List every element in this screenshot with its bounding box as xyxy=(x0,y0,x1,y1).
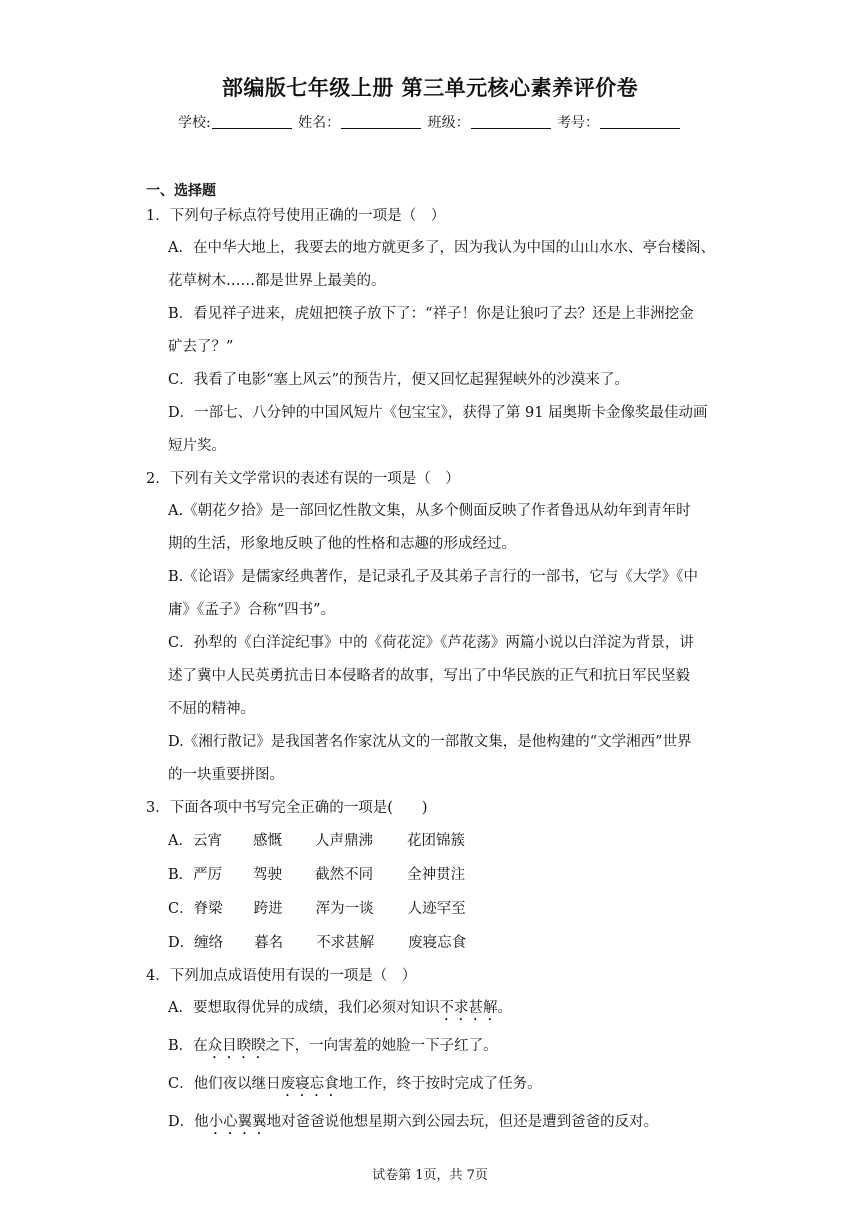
option-line: 期的生活，形象地反映了他的性格和志趣的形成经过。 xyxy=(168,536,516,552)
option-line: A.《朝花夕拾》是一部回忆性散文集，从多个侧面反映了作者鲁迅从幼年到青年时 xyxy=(168,503,691,519)
option-line: 的一块重要拼图。 xyxy=(168,767,284,783)
question-3-option-d xyxy=(146,932,726,954)
word: 全神贯注 xyxy=(407,867,466,883)
question-2-option-c xyxy=(146,633,726,720)
question-3-stem: 3．下面各项中书写完全正确的一项是( ) xyxy=(146,800,428,816)
word: 浑为一谈 xyxy=(315,901,374,917)
school-blank xyxy=(212,114,292,129)
option-text: 地对爸爸说他想星期六到公园去玩，但还是遭到爸爸的反对。 xyxy=(266,1114,659,1130)
question-3-option-b xyxy=(146,864,726,886)
page-title: 部编版七年级上册 第三单元核心素养评价卷 xyxy=(221,76,639,100)
question-1-option-d xyxy=(146,403,726,457)
option-text: 。 xyxy=(497,1000,512,1016)
question-3-option-c xyxy=(146,898,726,920)
option-text: D．他 xyxy=(168,1114,209,1130)
question-4-option-b xyxy=(146,1036,726,1062)
option-line: 花草树木……都是世界上最美的。 xyxy=(168,273,386,289)
section-title: 一、选择题 xyxy=(146,183,216,199)
word: 感慨 xyxy=(252,833,282,849)
question-4 xyxy=(146,966,726,1138)
question-1-stem: 1．下列句子标点符号使用正确的一项是（ ） xyxy=(146,208,446,224)
word: 不求甚解 xyxy=(316,935,375,951)
page-footer: 试卷第 1页，共 7页 xyxy=(372,1168,488,1183)
exam-number-label: 考号： xyxy=(557,115,600,131)
question-1 xyxy=(146,206,726,457)
question-list xyxy=(146,206,726,1150)
dotted-idiom: 众目睽睽 xyxy=(207,1038,266,1054)
class-label: 班级： xyxy=(427,115,470,131)
question-2-option-b xyxy=(146,567,726,621)
dotted-idiom: 废寝忘食 xyxy=(280,1076,339,1092)
question-4-option-d xyxy=(146,1112,726,1138)
word: 脊梁 xyxy=(193,901,223,917)
word: 截然不同 xyxy=(315,867,374,883)
word: 跨进 xyxy=(253,901,283,917)
question-4-option-c xyxy=(146,1074,726,1100)
word: 人迹罕至 xyxy=(407,901,466,917)
question-4-stem: 4．下列加点成语使用有误的一项是（ ） xyxy=(146,968,417,984)
option-line: 短片奖。 xyxy=(168,438,226,454)
word: 废寝忘食 xyxy=(408,935,467,951)
question-3-option-a xyxy=(146,830,726,852)
option-line: C．我看了电影“塞上风云”的预告片，便又回忆起猩猩峡外的沙漠来了。 xyxy=(168,372,629,388)
option-letter: D． xyxy=(168,935,195,951)
question-2-option-a xyxy=(146,501,726,555)
option-line: A．在中华大地上，我要去的地方就更多了，因为我认为中国的山山水水、亭台楼阁、 xyxy=(168,240,715,256)
class-blank xyxy=(471,114,551,129)
option-line: B．看见祥子进来，虎妞把筷子放下了：“祥子！你是让狼叼了去？还是上非洲挖金 xyxy=(168,306,694,322)
word: 缠络 xyxy=(194,935,224,951)
option-text: 地工作，终于按时完成了任务。 xyxy=(338,1076,542,1092)
option-text: A．要想取得优异的成绩，我们必须对知识 xyxy=(168,1000,440,1016)
option-text: 之下，一向害羞的她脸一下子红了。 xyxy=(265,1038,498,1054)
question-4-option-a xyxy=(146,998,726,1024)
name-blank xyxy=(341,114,421,129)
word: 云宵 xyxy=(192,833,222,849)
question-1-option-c xyxy=(146,370,726,391)
question-2-option-d xyxy=(146,732,726,786)
option-line: D．一部七、八分钟的中国风短片《包宝宝》，获得了第 91 届奥斯卡金像奖最佳动画 xyxy=(168,405,708,421)
word: 人声鼎沸 xyxy=(314,833,373,849)
option-line: 矿去了？” xyxy=(168,339,234,355)
option-letter: C． xyxy=(168,901,194,917)
question-1-option-a xyxy=(146,238,726,292)
option-text: B．在 xyxy=(168,1038,208,1054)
option-line: C．孙犁的《白洋淀纪事》中的《荷花淀》《芦花荡》两篇小说以白洋淀为背景，讲 xyxy=(168,635,694,651)
option-letter: B． xyxy=(168,867,194,883)
option-line: 不屈的精神。 xyxy=(168,701,255,717)
question-2-stem: 2．下列有关文学常识的表述有误的一项是（ ） xyxy=(146,471,460,487)
dotted-idiom: 小心翼翼 xyxy=(208,1114,267,1130)
word: 花团锦簇 xyxy=(406,833,465,849)
dotted-idiom: 不求甚解 xyxy=(439,1000,498,1016)
option-line: D.《湘行散记》是我国著名作家沈从文的一部散文集，是他构建的“文学湘西”世界 xyxy=(168,734,692,750)
question-1-option-b xyxy=(146,304,726,358)
word: 暮名 xyxy=(254,935,284,951)
word: 驾驶 xyxy=(253,867,283,883)
option-line: 庸》《孟子》合称“四书”。 xyxy=(168,602,336,618)
option-line: B.《论语》是儒家经典著作，是记录孔子及其弟子言行的一部书，它与《大学》《中 xyxy=(168,569,699,585)
option-letter: A． xyxy=(168,833,193,849)
option-text: C．他们夜以继日 xyxy=(168,1076,281,1092)
word: 严厉 xyxy=(193,867,223,883)
school-label: 学校: xyxy=(177,115,211,131)
student-info-line xyxy=(0,112,860,132)
name-label: 姓名： xyxy=(298,115,341,131)
option-line: 述了冀中人民英勇抗击日本侵略者的故事，写出了中华民族的正气和抗日军民坚毅 xyxy=(168,668,690,684)
question-2 xyxy=(146,469,726,786)
question-3 xyxy=(146,798,726,954)
exam-number-blank xyxy=(600,114,680,129)
